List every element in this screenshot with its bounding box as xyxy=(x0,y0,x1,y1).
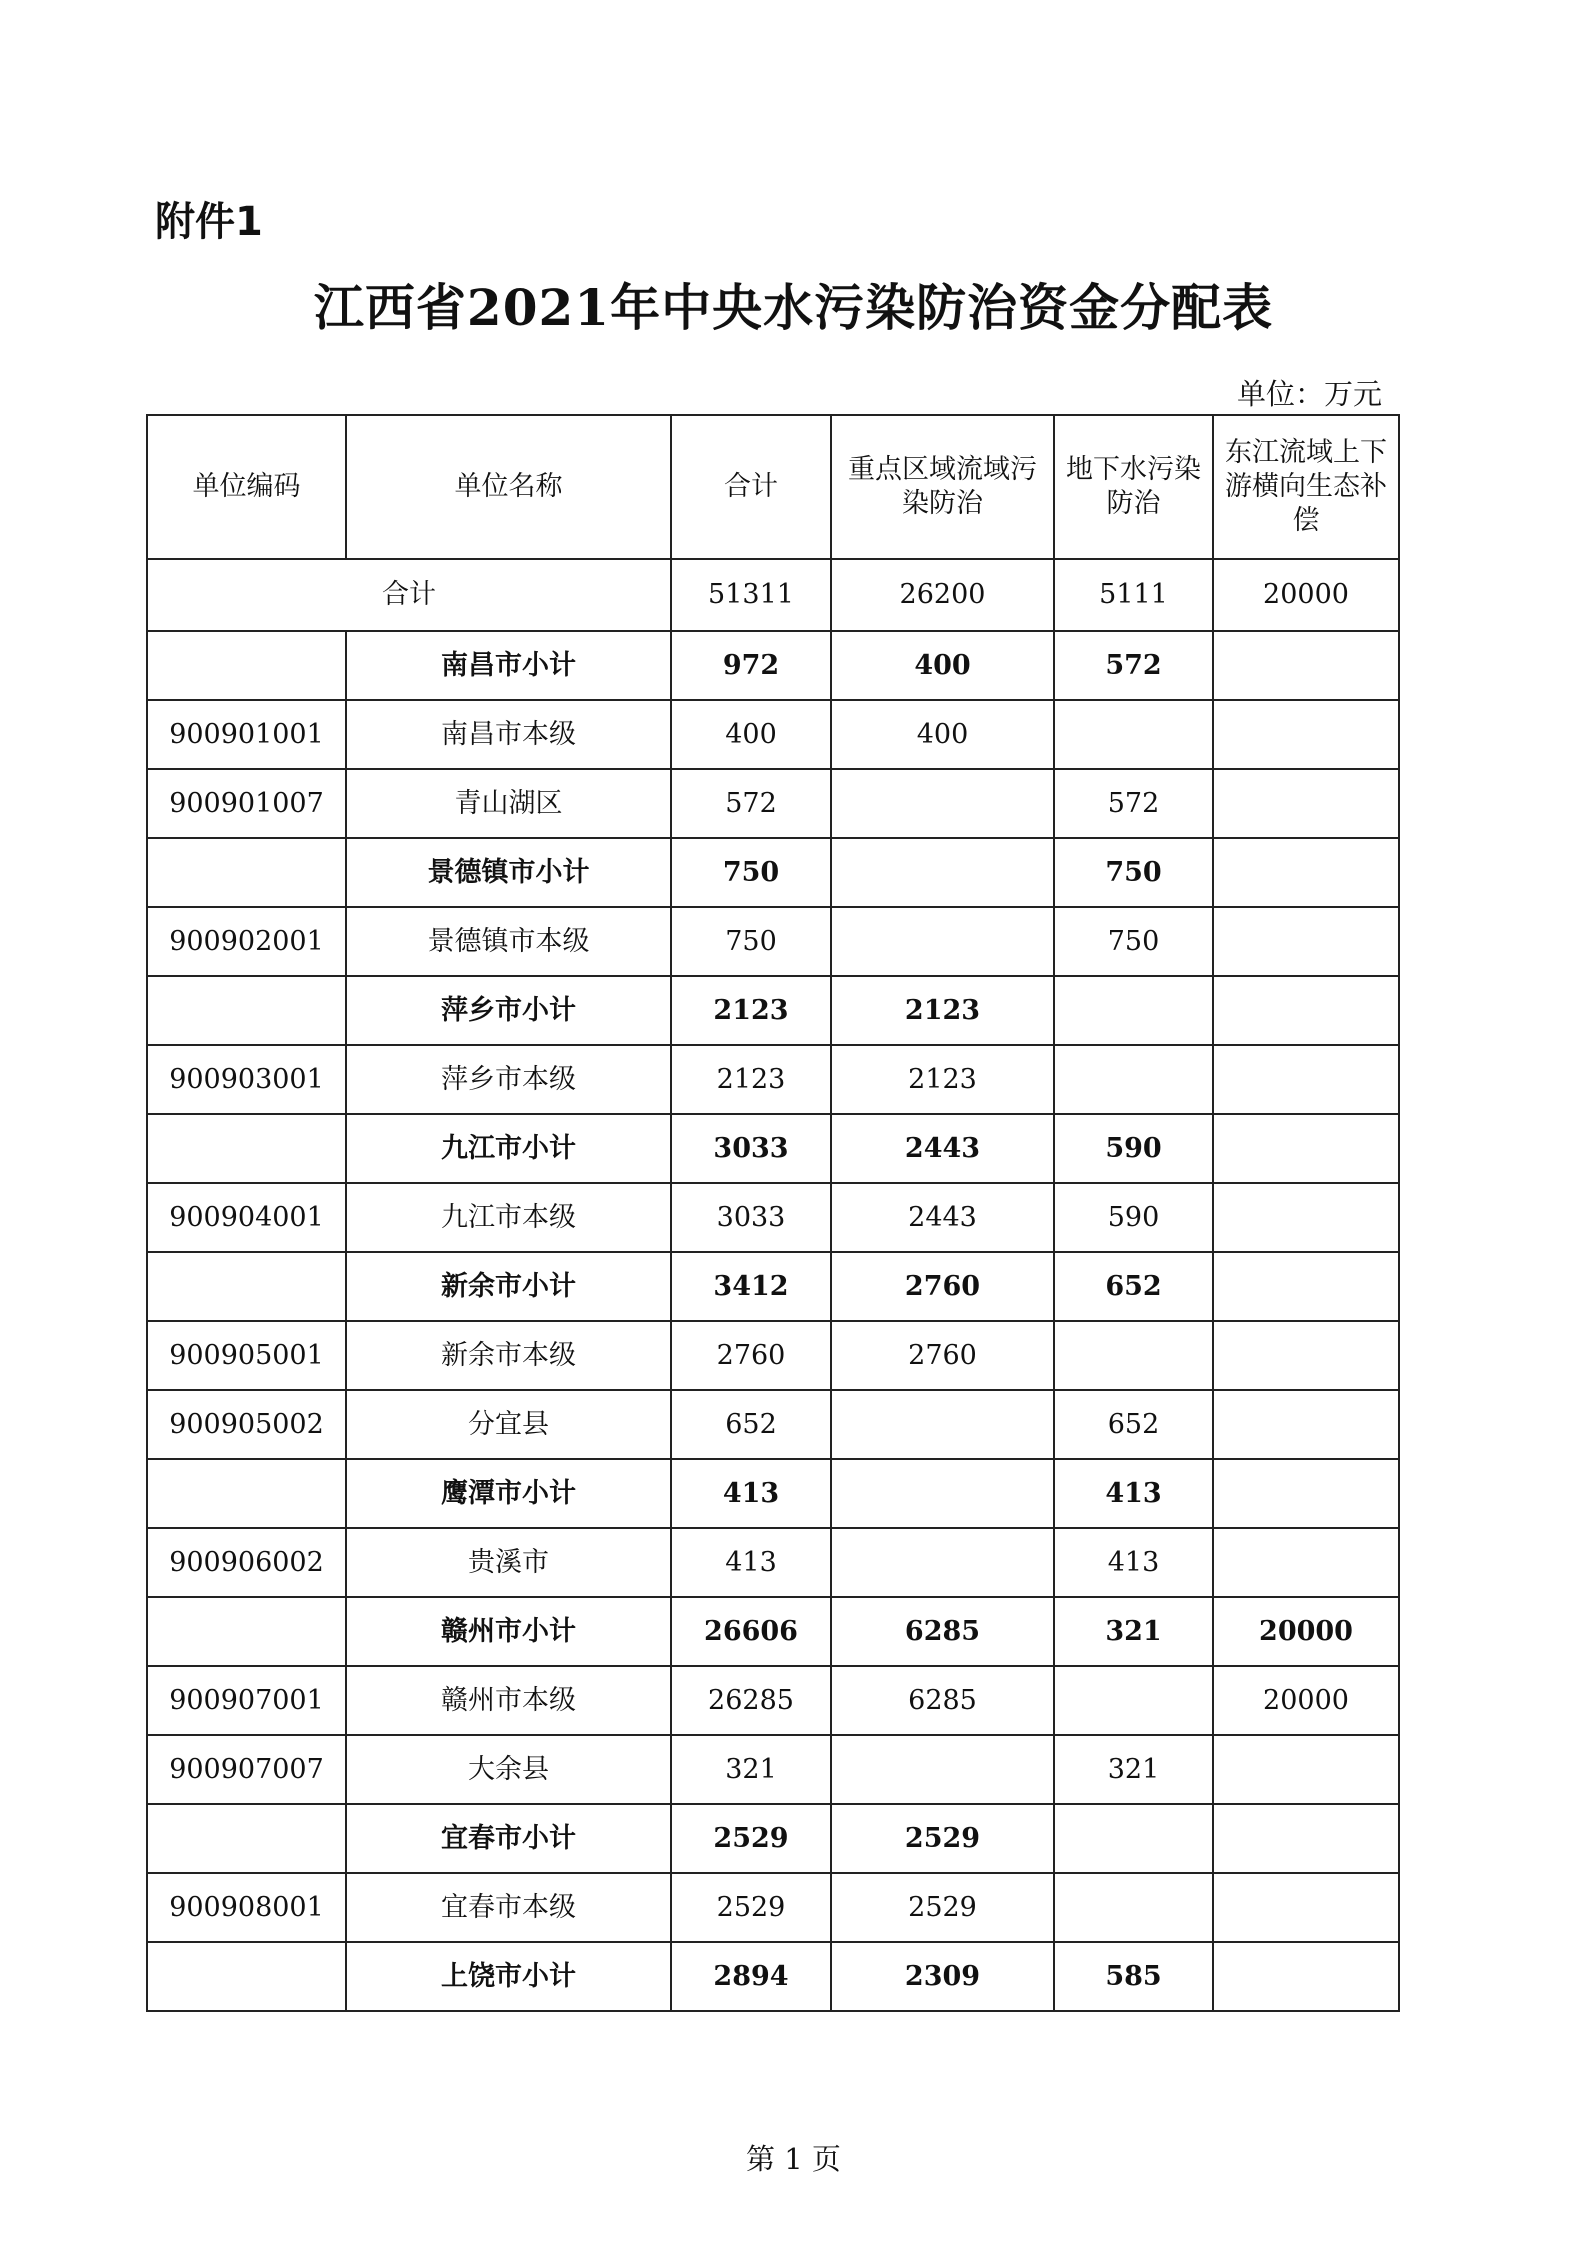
cell-sum: 750 xyxy=(671,907,831,976)
cell-unit-code xyxy=(147,838,346,907)
cell-dongjiang xyxy=(1213,1183,1399,1252)
cell-dongjiang xyxy=(1213,976,1399,1045)
header-unit-name: 单位名称 xyxy=(346,415,671,559)
cell-key-region xyxy=(831,1459,1054,1528)
cell-groundwater xyxy=(1054,700,1213,769)
cell-unit-code: 900907007 xyxy=(147,1735,346,1804)
cell-dongjiang xyxy=(1213,769,1399,838)
cell-key-region xyxy=(831,769,1054,838)
table-row xyxy=(147,1114,1399,1183)
cell-dongjiang xyxy=(1213,1804,1399,1873)
cell-groundwater xyxy=(1054,1804,1213,1873)
cell-sum: 400 xyxy=(671,700,831,769)
cell-dongjiang xyxy=(1213,838,1399,907)
cell-dongjiang xyxy=(1213,631,1399,700)
cell-unit-code: 900903001 xyxy=(147,1045,346,1114)
cell-groundwater xyxy=(1054,976,1213,1045)
cell-key-region xyxy=(831,907,1054,976)
cell-unit-name: 九江市本级 xyxy=(346,1183,671,1252)
cell-unit-code xyxy=(147,1459,346,1528)
cell-sum: 2894 xyxy=(671,1942,831,2011)
cell-sum: 972 xyxy=(671,631,831,700)
table-header-row xyxy=(147,415,1399,559)
cell-key-region: 2443 xyxy=(831,1114,1054,1183)
cell-dongjiang xyxy=(1213,1390,1399,1459)
cell-groundwater: 652 xyxy=(1054,1390,1213,1459)
cell-dongjiang xyxy=(1213,1528,1399,1597)
cell-unit-name: 贵溪市 xyxy=(346,1528,671,1597)
table-row xyxy=(147,1045,1399,1114)
cell-dongjiang xyxy=(1213,907,1399,976)
cell-unit-name: 萍乡市小计 xyxy=(346,976,671,1045)
cell-unit-name: 新余市本级 xyxy=(346,1321,671,1390)
cell-groundwater: 590 xyxy=(1054,1183,1213,1252)
cell-unit-code: 900901007 xyxy=(147,769,346,838)
table-row xyxy=(147,1252,1399,1321)
total-sum: 51311 xyxy=(671,559,831,631)
cell-unit-name: 新余市小计 xyxy=(346,1252,671,1321)
cell-key-region: 400 xyxy=(831,631,1054,700)
annex-label: 附件1 xyxy=(155,199,263,245)
cell-unit-name: 景德镇市本级 xyxy=(346,907,671,976)
cell-dongjiang xyxy=(1213,1045,1399,1114)
cell-dongjiang xyxy=(1213,1321,1399,1390)
cell-unit-name: 宜春市小计 xyxy=(346,1804,671,1873)
cell-key-region: 2760 xyxy=(831,1321,1054,1390)
cell-dongjiang xyxy=(1213,700,1399,769)
cell-unit-code: 900905002 xyxy=(147,1390,346,1459)
cell-unit-code xyxy=(147,631,346,700)
cell-unit-code: 900907001 xyxy=(147,1666,346,1735)
table-row xyxy=(147,1321,1399,1390)
cell-sum: 2123 xyxy=(671,1045,831,1114)
cell-unit-code xyxy=(147,1114,346,1183)
cell-unit-code xyxy=(147,976,346,1045)
allocation-table xyxy=(146,414,1400,2012)
cell-dongjiang xyxy=(1213,1459,1399,1528)
cell-sum: 3033 xyxy=(671,1114,831,1183)
cell-sum: 2123 xyxy=(671,976,831,1045)
cell-key-region: 6285 xyxy=(831,1666,1054,1735)
table-row xyxy=(147,1390,1399,1459)
table-row xyxy=(147,1804,1399,1873)
cell-groundwater: 585 xyxy=(1054,1942,1213,2011)
table-body xyxy=(147,559,1399,2011)
cell-unit-name: 宜春市本级 xyxy=(346,1873,671,1942)
table-row xyxy=(147,1459,1399,1528)
table-row xyxy=(147,1666,1399,1735)
cell-unit-name: 赣州市小计 xyxy=(346,1597,671,1666)
cell-key-region xyxy=(831,1528,1054,1597)
cell-unit-name: 南昌市小计 xyxy=(346,631,671,700)
cell-sum: 2760 xyxy=(671,1321,831,1390)
cell-sum: 413 xyxy=(671,1528,831,1597)
cell-key-region: 2443 xyxy=(831,1183,1054,1252)
cell-key-region: 2123 xyxy=(831,976,1054,1045)
cell-sum: 413 xyxy=(671,1459,831,1528)
cell-groundwater: 652 xyxy=(1054,1252,1213,1321)
cell-dongjiang: 20000 xyxy=(1213,1666,1399,1735)
table-row xyxy=(147,1873,1399,1942)
cell-dongjiang xyxy=(1213,1252,1399,1321)
total-row xyxy=(147,559,1399,631)
cell-unit-name: 南昌市本级 xyxy=(346,700,671,769)
cell-key-region: 2529 xyxy=(831,1804,1054,1873)
cell-sum: 572 xyxy=(671,769,831,838)
header-key-region: 重点区域流域污染防治 xyxy=(831,415,1054,559)
cell-unit-code: 900908001 xyxy=(147,1873,346,1942)
cell-unit-name: 上饶市小计 xyxy=(346,1942,671,2011)
cell-key-region: 2123 xyxy=(831,1045,1054,1114)
cell-unit-code: 900902001 xyxy=(147,907,346,976)
unit-note: 单位：万元 xyxy=(1236,377,1382,411)
cell-key-region: 2529 xyxy=(831,1873,1054,1942)
cell-unit-name: 萍乡市本级 xyxy=(346,1045,671,1114)
cell-unit-name: 赣州市本级 xyxy=(346,1666,671,1735)
cell-groundwater xyxy=(1054,1321,1213,1390)
table-row xyxy=(147,838,1399,907)
cell-dongjiang xyxy=(1213,1942,1399,2011)
table-row xyxy=(147,907,1399,976)
header-dongjiang: 东江流域上下游横向生态补偿 xyxy=(1213,415,1399,559)
cell-sum: 2529 xyxy=(671,1873,831,1942)
table-row xyxy=(147,1942,1399,2011)
cell-unit-name: 景德镇市小计 xyxy=(346,838,671,907)
total-groundwater: 5111 xyxy=(1054,559,1213,631)
cell-sum: 652 xyxy=(671,1390,831,1459)
header-sum: 合计 xyxy=(671,415,831,559)
cell-sum: 3412 xyxy=(671,1252,831,1321)
cell-dongjiang xyxy=(1213,1735,1399,1804)
cell-groundwater: 321 xyxy=(1054,1597,1213,1666)
cell-key-region: 2760 xyxy=(831,1252,1054,1321)
cell-dongjiang xyxy=(1213,1114,1399,1183)
cell-unit-code xyxy=(147,1597,346,1666)
cell-key-region xyxy=(831,1390,1054,1459)
cell-unit-name: 九江市小计 xyxy=(346,1114,671,1183)
cell-unit-code xyxy=(147,1252,346,1321)
cell-key-region xyxy=(831,838,1054,907)
cell-sum: 2529 xyxy=(671,1804,831,1873)
cell-unit-name: 大余县 xyxy=(346,1735,671,1804)
header-unit-code: 单位编码 xyxy=(147,415,346,559)
table-row xyxy=(147,769,1399,838)
document-title: 江西省2021年中央水污染防治资金分配表 xyxy=(313,278,1274,337)
total-label: 合计 xyxy=(147,559,671,631)
cell-key-region xyxy=(831,1735,1054,1804)
cell-groundwater: 590 xyxy=(1054,1114,1213,1183)
cell-sum: 26285 xyxy=(671,1666,831,1735)
cell-sum: 321 xyxy=(671,1735,831,1804)
cell-sum: 26606 xyxy=(671,1597,831,1666)
cell-sum: 3033 xyxy=(671,1183,831,1252)
cell-groundwater: 321 xyxy=(1054,1735,1213,1804)
cell-unit-code: 900901001 xyxy=(147,700,346,769)
cell-groundwater xyxy=(1054,1666,1213,1735)
cell-groundwater: 750 xyxy=(1054,838,1213,907)
cell-groundwater xyxy=(1054,1873,1213,1942)
cell-dongjiang: 20000 xyxy=(1213,1597,1399,1666)
cell-groundwater: 750 xyxy=(1054,907,1213,976)
total-dongjiang: 20000 xyxy=(1213,559,1399,631)
table-row xyxy=(147,1528,1399,1597)
cell-sum: 750 xyxy=(671,838,831,907)
cell-unit-code: 900904001 xyxy=(147,1183,346,1252)
table-row xyxy=(147,1735,1399,1804)
total-key-region: 26200 xyxy=(831,559,1054,631)
table-row xyxy=(147,700,1399,769)
cell-groundwater: 413 xyxy=(1054,1528,1213,1597)
cell-unit-name: 鹰潭市小计 xyxy=(346,1459,671,1528)
cell-unit-code xyxy=(147,1804,346,1873)
cell-groundwater: 572 xyxy=(1054,769,1213,838)
header-groundwater: 地下水污染防治 xyxy=(1054,415,1213,559)
cell-unit-name: 青山湖区 xyxy=(346,769,671,838)
table-row xyxy=(147,631,1399,700)
cell-unit-name: 分宜县 xyxy=(346,1390,671,1459)
table-row xyxy=(147,1597,1399,1666)
page-footer: 第 1 页 xyxy=(746,2142,841,2176)
table-row xyxy=(147,1183,1399,1252)
cell-key-region: 6285 xyxy=(831,1597,1054,1666)
cell-unit-code: 900906002 xyxy=(147,1528,346,1597)
cell-groundwater xyxy=(1054,1045,1213,1114)
cell-key-region: 400 xyxy=(831,700,1054,769)
cell-unit-code xyxy=(147,1942,346,2011)
cell-groundwater: 413 xyxy=(1054,1459,1213,1528)
cell-groundwater: 572 xyxy=(1054,631,1213,700)
cell-unit-code: 900905001 xyxy=(147,1321,346,1390)
table-row xyxy=(147,976,1399,1045)
cell-dongjiang xyxy=(1213,1873,1399,1942)
cell-key-region: 2309 xyxy=(831,1942,1054,2011)
